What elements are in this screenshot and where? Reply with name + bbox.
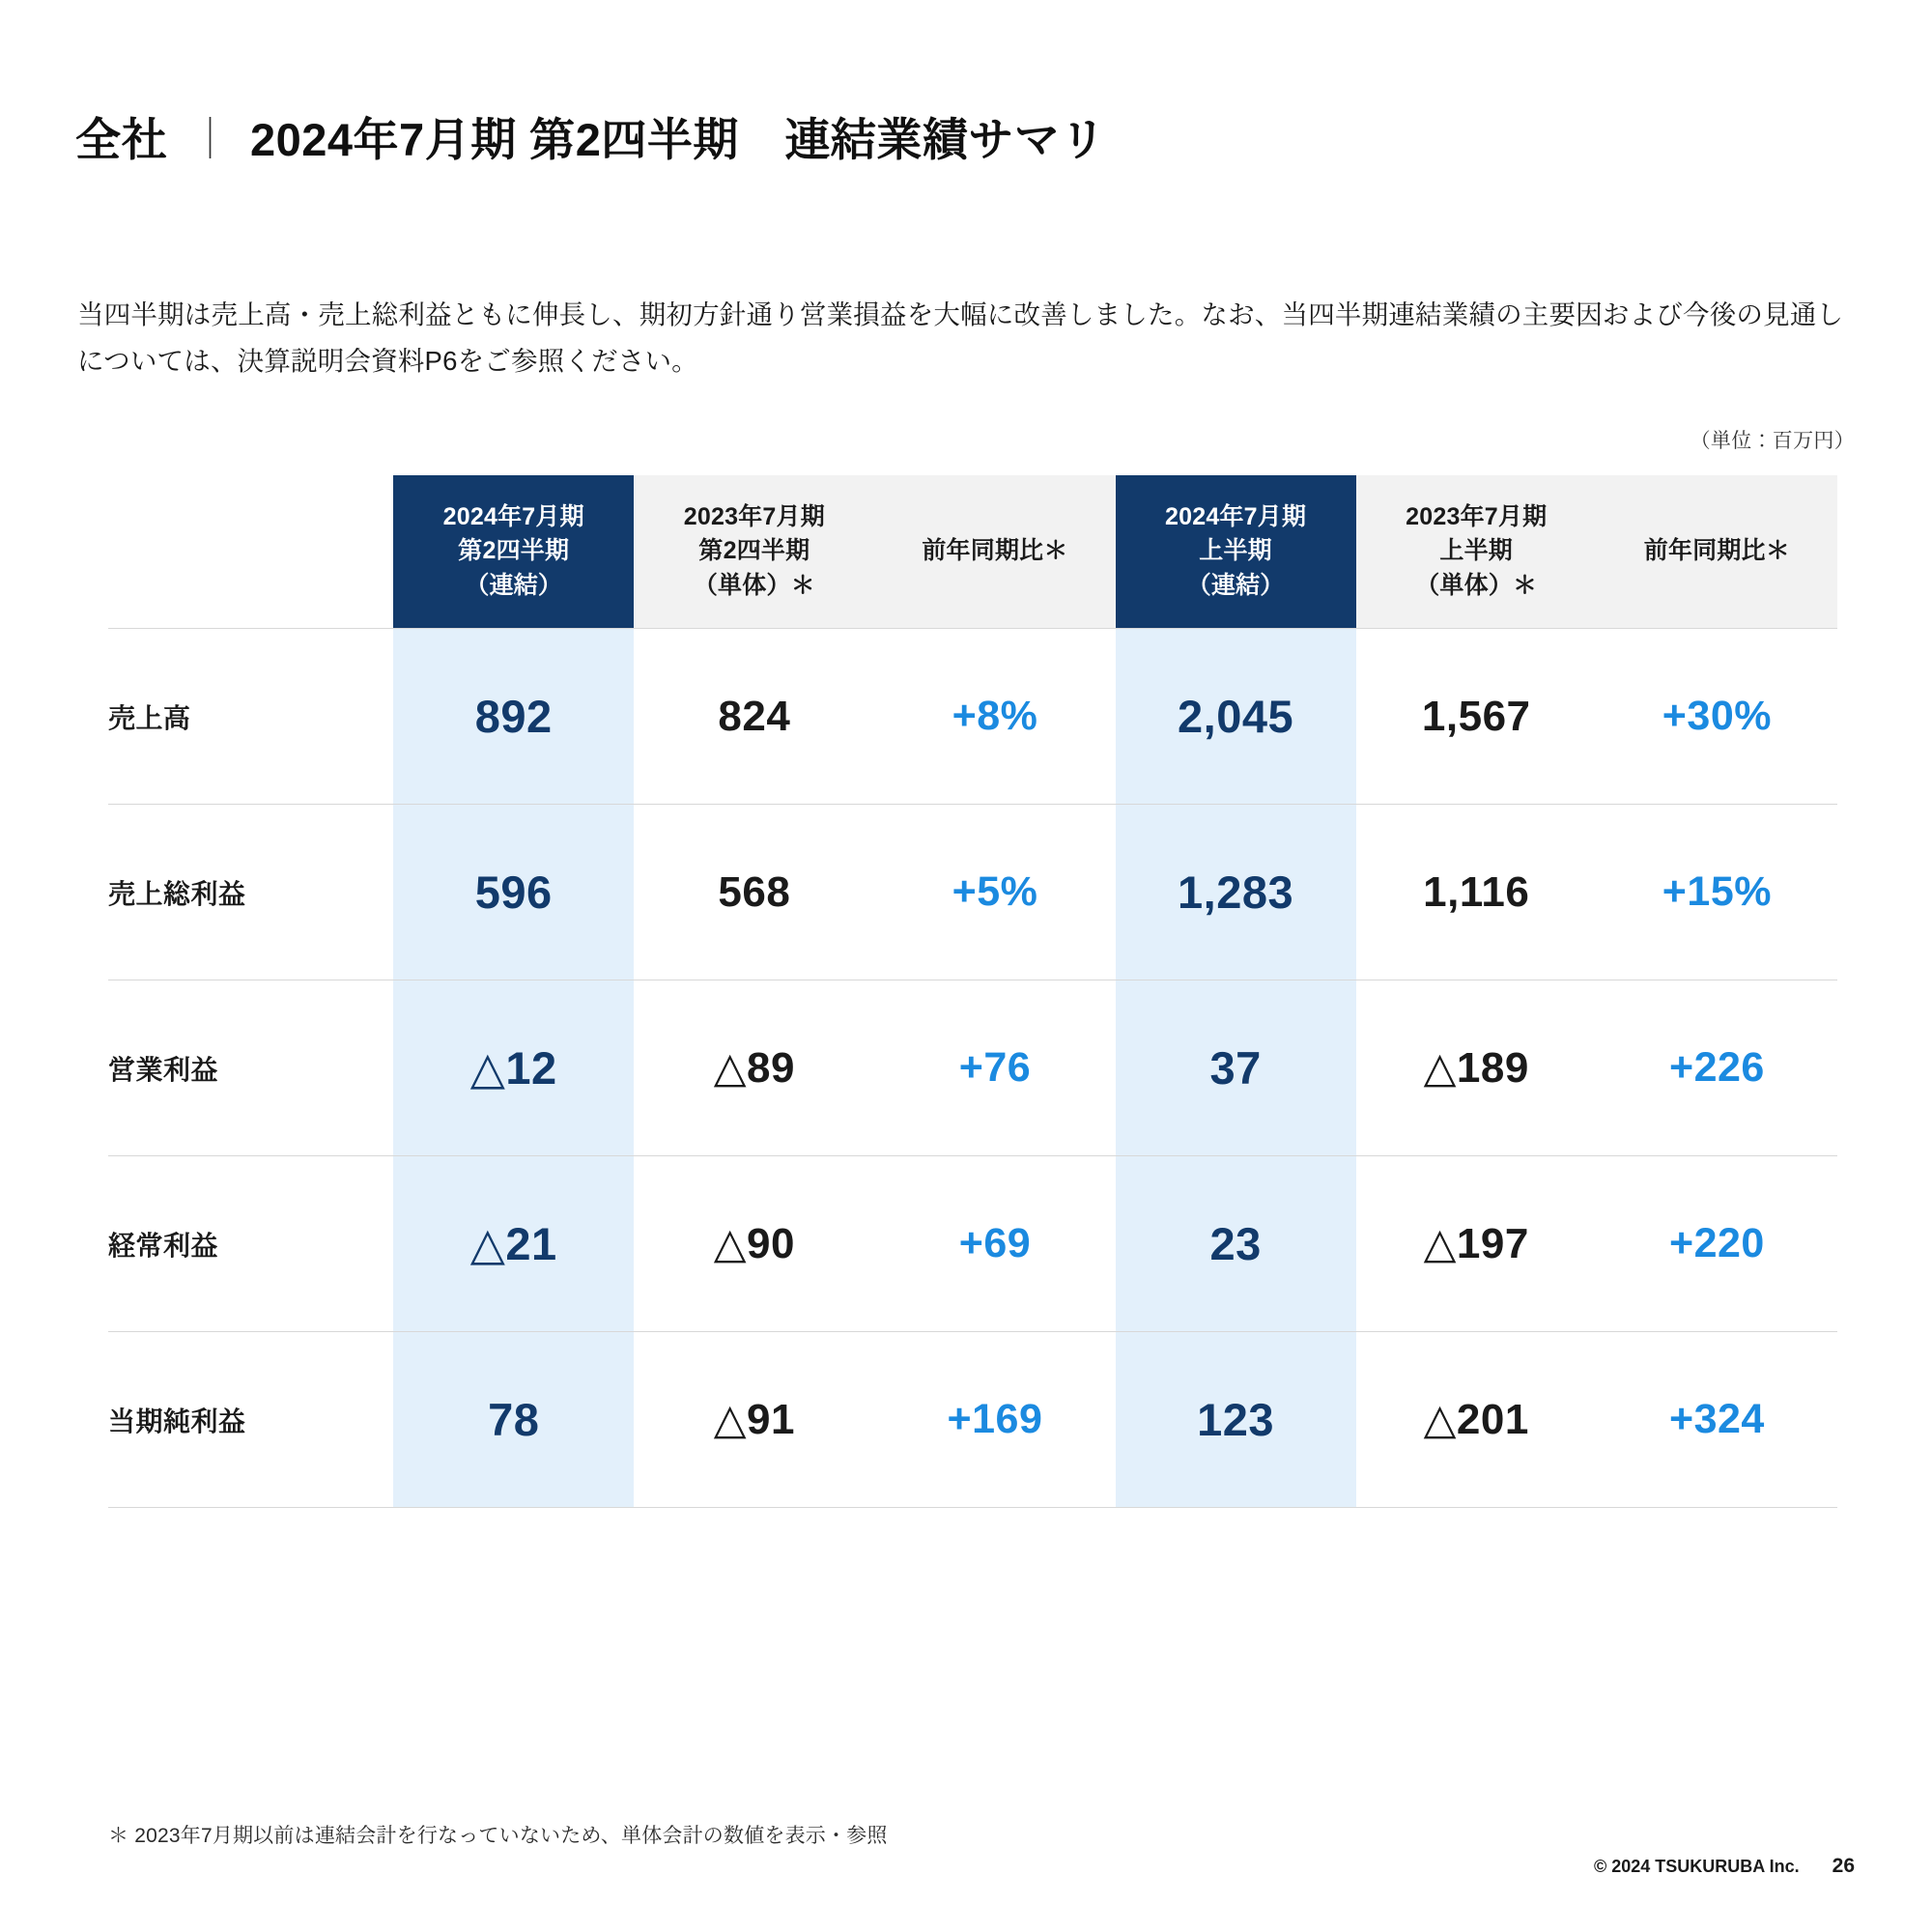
table-row <box>108 629 1837 805</box>
table-row <box>108 980 1837 1156</box>
col-header-line1: 2024年7月期 <box>442 502 584 530</box>
table-header-row <box>108 475 1837 629</box>
col-header-h1-yoy <box>1597 475 1837 629</box>
cell-operating-income-q2-yoy: +76 <box>874 980 1115 1156</box>
unit-note: （単位：百万円） <box>1690 430 1855 452</box>
row-label-ordinary-income: 経常利益 <box>108 1156 393 1332</box>
col-header-line3: （単体）＊ <box>1415 571 1538 599</box>
table-row <box>108 1156 1837 1332</box>
row-label-net-income: 当期純利益 <box>108 1332 393 1508</box>
results-table-wrapper <box>108 475 1837 1508</box>
cell-operating-income-q2-standalone: △89 <box>634 980 874 1156</box>
lead-paragraph: 当四半期は売上高・売上総利益ともに伸長し、期初方針通り営業損益を大幅に改善しました。なお、当四半期連結業績の主要因および今後の見通しについては、決算説明会資料P6をご参照ください。 <box>77 299 1844 377</box>
col-header-q2-consolidated <box>393 475 634 629</box>
cell-ordinary-income-h1-consolidated: 23 <box>1116 1156 1356 1332</box>
title-scope: 全社 <box>75 114 168 165</box>
page-number: 26 <box>1832 1855 1855 1877</box>
cell-gross-profit-h1-standalone: 1,116 <box>1356 805 1597 980</box>
results-table <box>108 475 1837 1508</box>
cell-operating-income-h1-yoy: +226 <box>1597 980 1837 1156</box>
cell-net-income-h1-consolidated: 123 <box>1116 1332 1356 1508</box>
col-header-q2-standalone <box>634 475 874 629</box>
col-header-line3: （連結） <box>1186 571 1285 599</box>
table-row <box>108 805 1837 980</box>
cell-ordinary-income-h1-standalone: △197 <box>1356 1156 1597 1332</box>
col-header-line1: 2024年7月期 <box>1165 502 1307 530</box>
cell-ordinary-income-h1-yoy: +220 <box>1597 1156 1837 1332</box>
table-body <box>108 629 1837 1508</box>
cell-ordinary-income-q2-yoy: +69 <box>874 1156 1115 1332</box>
col-header-line1: 2023年7月期 <box>1406 502 1548 530</box>
col-header-q2-yoy <box>874 475 1115 629</box>
row-label-gross-profit: 売上総利益 <box>108 805 393 980</box>
row-label-net-sales: 売上高 <box>108 629 393 805</box>
col-header-line2: 第2四半期 <box>458 537 570 565</box>
cell-ordinary-income-q2-standalone: △90 <box>634 1156 874 1332</box>
footnote: ＊ 2023年7月期以前は連結会計を行なっていないため、単体会計の数値を表示・参照 <box>108 1825 888 1847</box>
cell-gross-profit-q2-consolidated: 596 <box>393 805 634 980</box>
col-header-line2: 前年同期比＊ <box>922 537 1068 565</box>
col-header-line2: 前年同期比＊ <box>1643 537 1790 565</box>
col-header-line2: 第2四半期 <box>698 537 810 565</box>
cell-gross-profit-h1-consolidated: 1,283 <box>1116 805 1356 980</box>
col-header-h1-consolidated <box>1116 475 1356 629</box>
cell-operating-income-h1-consolidated: 37 <box>1116 980 1356 1156</box>
col-header-line2: 上半期 <box>1439 537 1514 565</box>
cell-net-income-q2-yoy: +169 <box>874 1332 1115 1508</box>
cell-gross-profit-q2-yoy: +5% <box>874 805 1115 980</box>
title-main: 2024年7月期 第2四半期 連結業績サマリ <box>250 114 1106 165</box>
title-separator: ｜ <box>189 117 231 163</box>
col-header-h1-standalone <box>1356 475 1597 629</box>
col-header-line3: （連結） <box>465 571 563 599</box>
row-label-operating-income: 営業利益 <box>108 980 393 1156</box>
cell-net-sales-h1-yoy: +30% <box>1597 629 1837 805</box>
cell-operating-income-q2-consolidated: △12 <box>393 980 634 1156</box>
cell-net-income-q2-standalone: △91 <box>634 1332 874 1508</box>
col-header-line1: 2023年7月期 <box>683 502 825 530</box>
col-header-line3: （単体）＊ <box>693 571 815 599</box>
cell-gross-profit-q2-standalone: 568 <box>634 805 874 980</box>
cell-net-income-h1-standalone: △201 <box>1356 1332 1597 1508</box>
col-header-line2: 上半期 <box>1199 537 1272 565</box>
cell-net-income-h1-yoy: +324 <box>1597 1332 1837 1508</box>
cell-net-sales-q2-yoy: +8% <box>874 629 1115 805</box>
cell-operating-income-h1-standalone: △189 <box>1356 980 1597 1156</box>
slide-footer <box>1594 1855 1855 1878</box>
table-row <box>108 1332 1837 1508</box>
cell-net-income-q2-consolidated: 78 <box>393 1332 634 1508</box>
cell-net-sales-q2-standalone: 824 <box>634 629 874 805</box>
cell-net-sales-h1-consolidated: 2,045 <box>1116 629 1356 805</box>
cell-net-sales-h1-standalone: 1,567 <box>1356 629 1597 805</box>
page-title <box>75 104 1106 169</box>
cell-gross-profit-h1-yoy: +15% <box>1597 805 1837 980</box>
copyright-text: © 2024 TSUKURUBA Inc. <box>1593 1857 1800 1876</box>
cell-net-sales-q2-consolidated: 892 <box>393 629 634 805</box>
col-header-blank <box>108 475 393 629</box>
cell-ordinary-income-q2-consolidated: △21 <box>393 1156 634 1332</box>
